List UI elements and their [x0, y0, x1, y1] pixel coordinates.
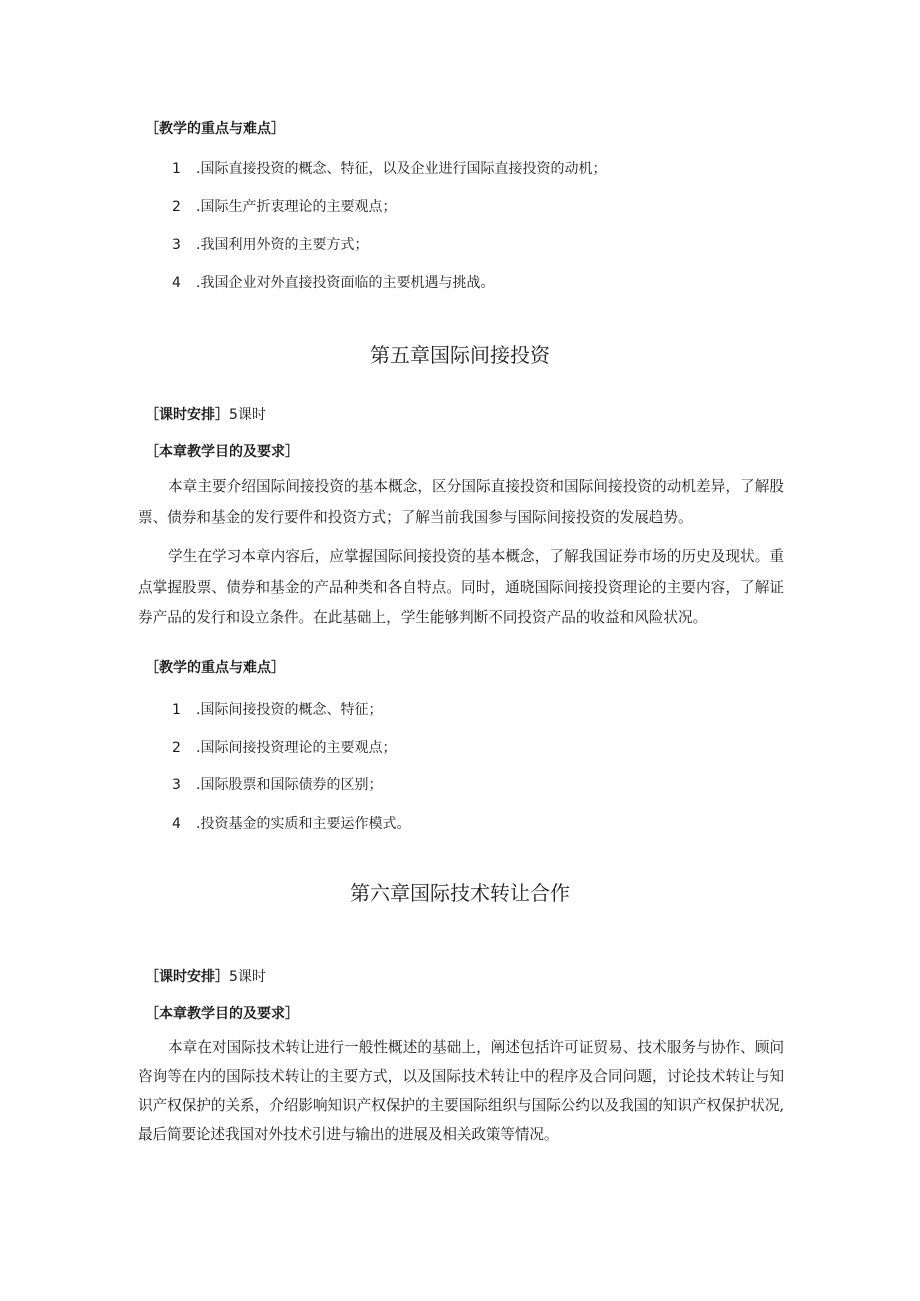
list-item-text: .我国企业对外直接投资面临的主要机遇与挑战。	[196, 275, 495, 291]
schedule-value: 5课时	[229, 407, 266, 423]
list-item	[172, 813, 410, 833]
schedule-label: ［课时安排］	[145, 969, 229, 985]
list-item	[172, 158, 606, 178]
list-item-text: .国际股票和国际债券的区别；	[196, 777, 383, 793]
goals-heading: ［本章教学目的及要求］	[145, 1006, 299, 1022]
schedule-line	[145, 404, 266, 424]
list-item-text: .国际间接投资理论的主要观点；	[196, 740, 397, 756]
paragraph: 本章在对国际技术转让进行一般性概述的基础上，阐述包括许可证贸易、技术服务与协作、顾问咨询等在内的国际技术转让的主要方式，以及国际技术转让中的程序及合同问题，讨论技术转让与知识产权保护的关系，介绍影响知识产权保护的主要国际组织与国际公约以及我国的知识产权保护状况,最后简要论述我国对外技术引进与输出的进展及相关政策等情况。	[138, 1039, 784, 1143]
chapter-5-title: 第五章国际间接投资	[370, 343, 550, 367]
key-points-heading: ［教学的重点与难点］	[145, 660, 285, 676]
list-item	[172, 774, 382, 794]
paragraph: 本章主要介绍国际间接投资的基本概念，区分国际直接投资和国际间接投资的动机差异，了解股票、债券和基金的发行要件和投资方式；了解当前我国参与国际间接投资的发展趋势。	[138, 478, 784, 526]
list-item-number: 4	[172, 816, 181, 832]
list-item	[172, 699, 382, 719]
goals-heading: ［本章教学目的及要求］	[145, 444, 299, 460]
list-item	[172, 737, 396, 757]
list-item-text: .我国利用外资的主要方式；	[196, 237, 369, 253]
list-item-number: 3	[172, 237, 181, 253]
list-item-number: 2	[172, 199, 181, 215]
list-item-text: .国际生产折衷理论的主要观点；	[196, 199, 397, 215]
list-item-number: 4	[172, 275, 181, 291]
schedule-label: ［课时安排］	[145, 407, 229, 423]
list-item-number: 1	[172, 161, 181, 177]
list-item-text: .国际间接投资的概念、特征；	[196, 702, 383, 718]
schedule-line	[145, 966, 266, 986]
list-item	[172, 272, 494, 292]
list-item-text: .投资基金的实质和主要运作模式。	[196, 816, 411, 832]
paragraph: 学生在学习本章内容后，应掌握国际间接投资的基本概念，了解我国证券市场的历史及现状。重点掌握股票、债券和基金的产品种类和各自特点。同时，通晓国际间接投资理论的主要内容，了解证券产品的发行和设立条件。在此基础上，学生能够判断不同投资产品的收益和风险状况。	[138, 548, 784, 626]
list-item	[172, 196, 396, 216]
list-item-number: 1	[172, 702, 181, 718]
key-points-heading: ［教学的重点与难点］	[145, 121, 285, 137]
list-item-text: .国际直接投资的概念、特征，以及企业进行国际直接投资的动机；	[196, 161, 607, 177]
list-item	[172, 234, 368, 254]
list-item-number: 3	[172, 777, 181, 793]
list-item-number: 2	[172, 740, 181, 756]
schedule-value: 5课时	[229, 969, 266, 985]
chapter-6-title: 第六章国际技术转让合作	[350, 881, 570, 905]
